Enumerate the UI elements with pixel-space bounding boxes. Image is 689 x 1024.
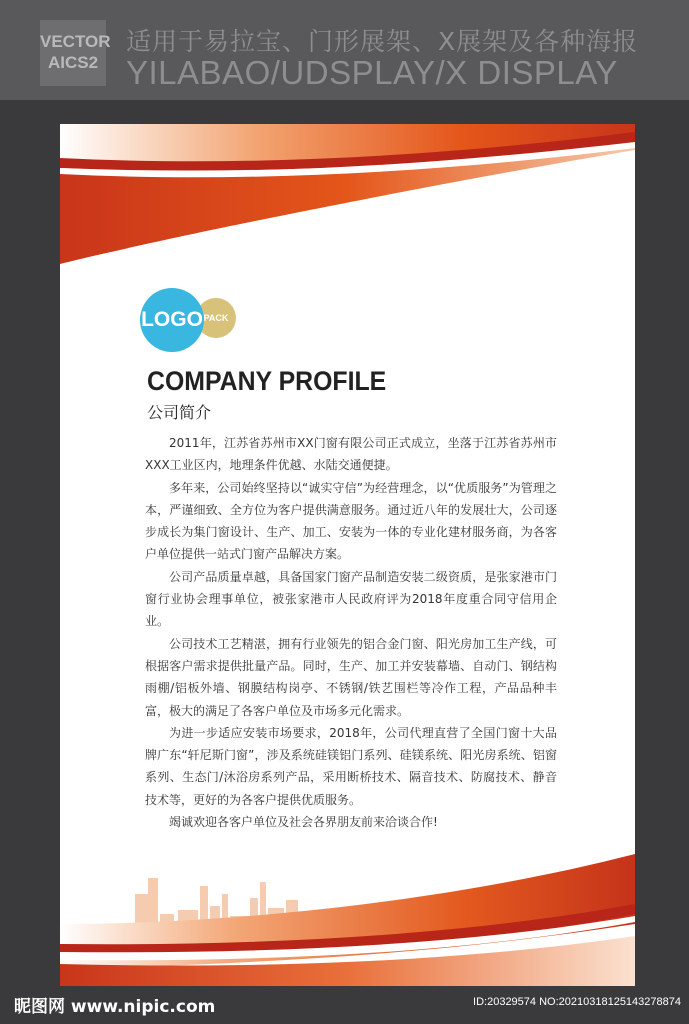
logo-circle: LOGO <box>140 288 204 352</box>
banner-subtitle: YILABAO/UDSPLAY/X DISPLAY <box>126 54 618 91</box>
badge-line1: VECTOR <box>40 32 111 51</box>
profile-paragraph: 2011年，江苏省苏州市XX门窗有限公司正式成立，坐落于江苏省苏州市XXX工业区内，地理条件优越、水陆交通便捷。 <box>145 436 557 473</box>
profile-paragraph: 多年来，公司始终坚持以“诚实守信”为经营理念，以“优质服务”为管理之本，严谨细致、全方位为客户提供满意服务。通过近八年的发展壮大，公司逐步成长为集门窗设计、生产、加工、安装为一体的专业化建材服务商，为各客户单位提供一站式门窗产品解决方案。 <box>145 480 557 562</box>
poster <box>60 124 635 986</box>
company-profile-title: COMPANY PROFILE <box>147 366 387 396</box>
profile-paragraph: 竭诚欢迎各客户单位及社会各界朋友前来洽谈合作! <box>169 815 438 830</box>
profile-paragraph: 公司技术工艺精湛，拥有行业领先的铝合金门窗、阳光房加工生产线，可根据客户需求提供批量产品。同时，生产、加工并安装幕墙、自动门、钢结构雨棚/铝板外墙、钢膜结构岗亭、不锈钢/铁艺围栏等冷作工程，产品品种丰富，极大的满足了各客户单位及市场多元化需求。 <box>145 636 557 718</box>
profile-paragraph: 为进一步适应安装市场要求，2018年，公司代理直营了全国门窗十大品牌广东“轩尼斯门窗”，涉及系统硅镁铝门系列、硅镁系统、阳光房系统、铝窗系列、生态门/沐浴房系列产品，采用断桥技术、隔音技术、防腐技术、静音技术等，更好的为各客户提供优质服务。 <box>145 725 557 807</box>
badge-line2: AICS2 <box>47 53 99 72</box>
footer-id: ID:20329574 NO:20210318125143278874 <box>473 996 681 1008</box>
profile-paragraph: 公司产品质量卓越，具备国家门窗产品制造安装二级资质，是张家港市门窗行业协会理事单位，被张家港市人民政府评为2018年度重合同守信用企业。 <box>145 569 557 629</box>
vector-badge <box>40 20 111 86</box>
logo-pack-circle: PACK <box>196 298 236 338</box>
profile-body <box>145 432 557 833</box>
banner-title: 适用于易拉宝、门形展架、X展架及各种海报 <box>126 27 639 56</box>
company-profile-subtitle: 公司简介 <box>147 403 212 422</box>
top-banner <box>0 0 689 100</box>
footer-site: 昵图网 www.nipic.com <box>14 997 216 1017</box>
